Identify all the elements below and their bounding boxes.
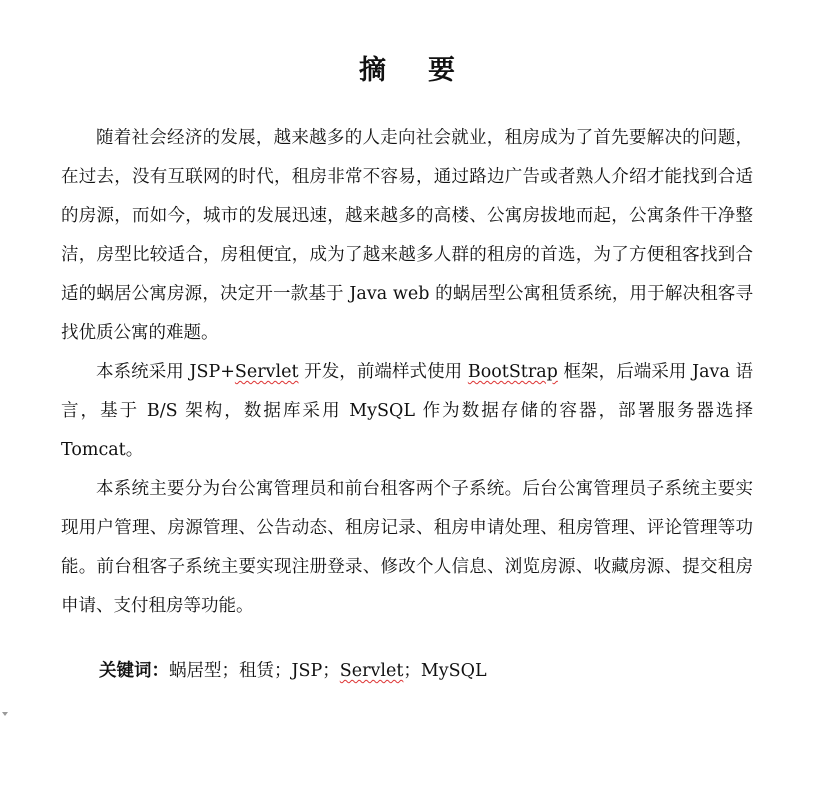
text-run: 框架，后端采用 Java 语言，基于 B/S 架构，数据库采用 MySQL 作为数据存储的容器，部署服务器选择 Tomcat。 xyxy=(61,362,753,460)
margin-marker-icon xyxy=(2,712,8,716)
text-run: 本系统采用 JSP+ xyxy=(96,362,235,382)
text-run: ；MySQL xyxy=(403,661,487,681)
abstract-paragraph xyxy=(61,470,753,626)
title-char-2: 要 xyxy=(428,55,457,86)
keywords-values xyxy=(169,661,487,681)
spellcheck-flagged-word: Servlet xyxy=(234,362,299,382)
text-run: 蜗居型；租赁；JSP； xyxy=(169,661,340,681)
keywords-line xyxy=(99,652,759,691)
text-run: 开发，前端样式使用 xyxy=(298,362,468,382)
abstract-paragraph xyxy=(61,353,753,470)
keywords-label: 关键词： xyxy=(99,661,169,681)
text-run: 随着社会经济的发展，越来越多的人走向社会就业，租房成为了首先要解决的问题，在过去，没有互联网的时代，租房非常不容易，通过路边广告或者熟人介绍才能找到合适的房源，而如今，城市的发展迅速，越来越多的高楼、公寓房拔地而起，公寓条件干净整洁，房型比较适合，房租便宜，成为了越来越多人群的租房的首选，为了方便租客找到合适的蜗居公寓房源，决定开一款基于 Java web 的蜗居型公寓租赁系统，用于解决租客寻找优质公寓的难题。 xyxy=(61,128,753,343)
spellcheck-flagged-word: BootStrap xyxy=(467,362,558,382)
text-run: 本系统主要分为台公寓管理员和前台租客两个子系统。后台公寓管理员子系统主要实现用户管理、房源管理、公告动态、租房记录、租房申请处理、租房管理、评论管理等功能。前台租客子系统主要实现注册登录、修改个人信息、浏览房源、收藏房源、提交租房申请、支付租房等功能。 xyxy=(61,479,753,616)
abstract-paragraph xyxy=(61,119,753,353)
spellcheck-flagged-word: Servlet xyxy=(339,661,404,681)
abstract-title xyxy=(0,48,816,87)
abstract-body xyxy=(61,119,753,626)
title-char-1: 摘 xyxy=(359,55,388,86)
